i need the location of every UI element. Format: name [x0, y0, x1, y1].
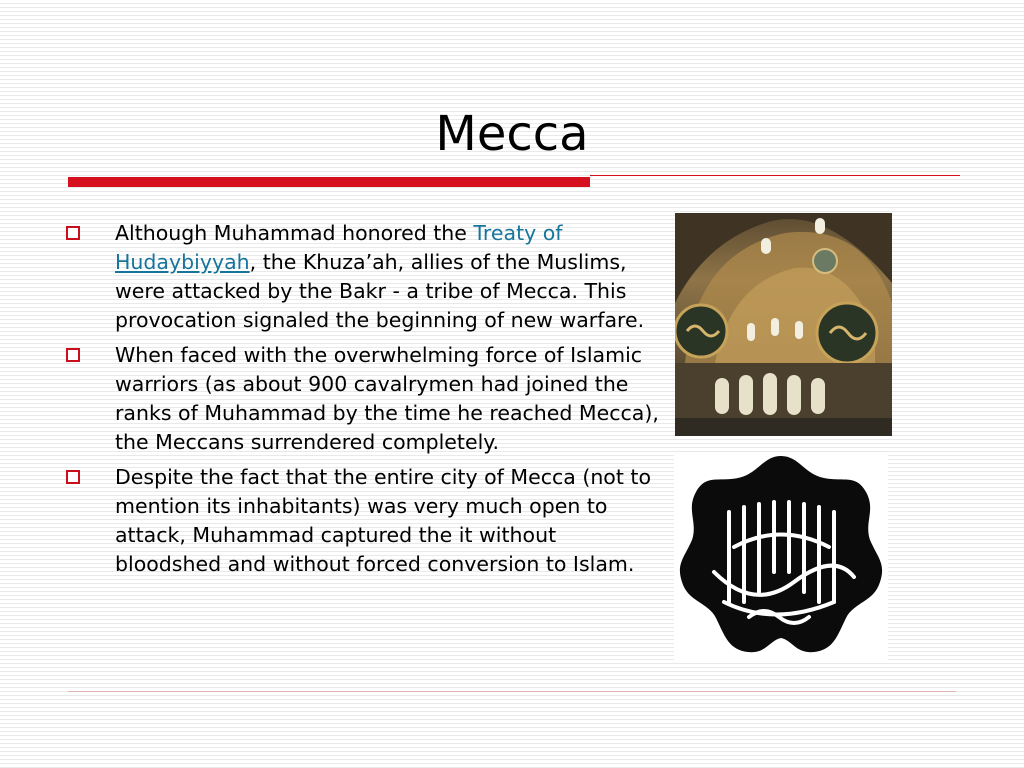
- square-bullet-icon: [66, 348, 80, 362]
- dome-illustration: [675, 213, 892, 436]
- footer-rule: [68, 691, 956, 692]
- slide-title: Mecca: [435, 106, 589, 162]
- treaty-link-part2[interactable]: Hudaybiyyah: [115, 250, 250, 274]
- bullet-item-3: [62, 463, 662, 579]
- bullet-item-2: [62, 341, 662, 457]
- mosque-dome-interior-photo: [675, 213, 892, 436]
- bullet-2-text: When faced with the overwhelming force of Islamic warriors (as about 900 cavalrymen had joined the ranks of Muhammad by the time he reached Mecca), the Meccans surrendered completely.: [115, 343, 659, 454]
- bullet-1-lead: Although Muhammad honored the: [115, 221, 474, 245]
- bullet-3-text: Despite the fact that the entire city of Mecca (not to mention its inhabitants) was very much open to attack, Muhammad captured the it without bloodshed and without forced conversion to Islam.: [115, 465, 651, 576]
- title-thin-rule: [590, 175, 960, 176]
- bullet-1-rest: , the Khuza’ah, allies of the Muslims, were attacked by the Bakr - a tribe of Mecca. This provocation signaled the beginning of new warfare.: [115, 250, 645, 332]
- shahada-calligraphy-emblem: [674, 452, 888, 661]
- bullet-list: [62, 219, 662, 585]
- bullet-item-1: [62, 219, 662, 335]
- calligraphy-emblem-icon: [674, 452, 888, 661]
- treaty-link-part1[interactable]: Treaty of: [473, 221, 563, 245]
- square-bullet-icon: [66, 470, 80, 484]
- square-bullet-icon: [66, 226, 80, 240]
- title-accent-bar: [68, 177, 590, 187]
